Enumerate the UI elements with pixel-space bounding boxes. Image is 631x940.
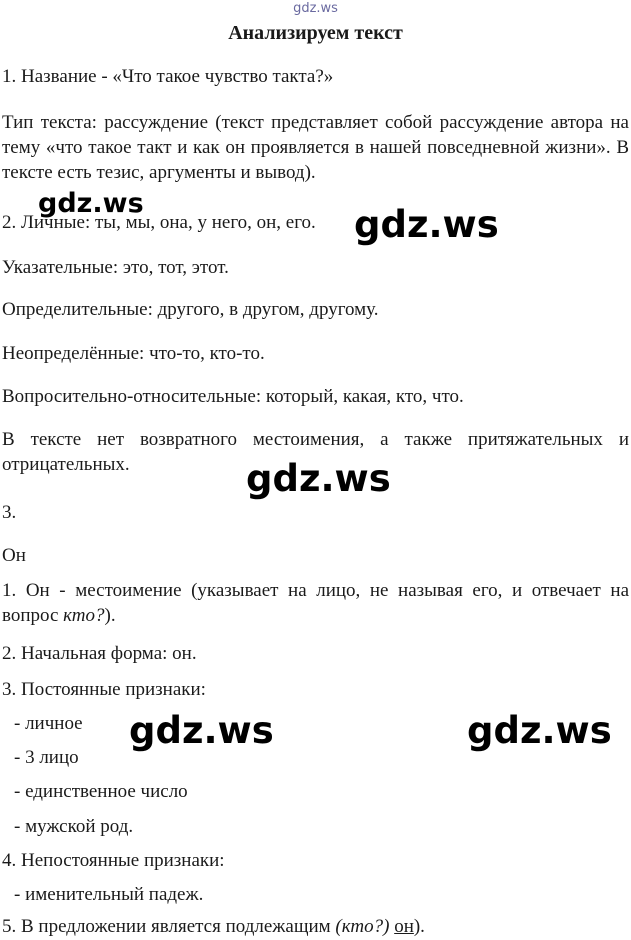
analysis-point-1-end: ).: [104, 605, 116, 626]
analysis-point-5-word: он: [394, 916, 414, 937]
analysis-point-2: 2. Начальная форма: он.: [2, 643, 197, 664]
watermark: gdz.ws: [246, 457, 391, 500]
demonstrative-pronouns: Указательные: это, тот, этот.: [2, 257, 229, 278]
analysis-point-5: [2, 914, 425, 939]
analysis-point-5-text: 5. В предложении является подлежащим: [2, 916, 336, 937]
analysis-point-1: [2, 578, 629, 628]
analysis-point-4: 4. Непостоянные признаки:: [2, 850, 225, 871]
analysis-point-5-end: ).: [413, 916, 425, 937]
watermark: gdz.ws: [38, 188, 144, 219]
analyzed-word: Он: [2, 545, 26, 566]
personal-pronouns: 2. Личные: ты, мы, она, у него, он, его.: [2, 212, 316, 233]
note-paragraph: В тексте нет возвратного местоимения, а также притяжательных и отрицательных.: [2, 429, 629, 475]
analysis-point-5-question: (кто?): [335, 916, 390, 937]
watermark: gdz.ws: [129, 709, 274, 752]
indefinite-pronouns: Неопределённые: что-то, кто-то.: [2, 343, 265, 364]
item-three: 3.: [2, 502, 17, 523]
feature-masculine: - мужской род.: [14, 816, 134, 837]
feature-personal: - личное: [14, 713, 83, 734]
watermark: gdz.ws: [354, 203, 499, 246]
analysis-point-1-question: кто?: [63, 605, 105, 626]
page-title: Анализируем текст: [228, 22, 403, 44]
watermark: gdz.ws: [467, 709, 612, 752]
feature-nominative: - именительный падеж.: [14, 884, 204, 905]
text-type-paragraph: Тип текста: рассуждение (текст представляет собой рассуждение автора на тему «что такое такт и как он проявляется в нашей повседневной жизни». В тексте есть тезис, аргументы и вывод).: [2, 112, 629, 183]
watermark-top: gdz.ws: [293, 1, 338, 16]
feature-singular: - единственное число: [14, 781, 188, 802]
feature-third-person: - 3 лицо: [14, 747, 79, 768]
interrogative-pronouns: Вопросительно-относительные: который, какая, кто, что.: [2, 386, 464, 407]
item-title-name: 1. Название - «Что такое чувство такта?»: [2, 66, 334, 87]
determinative-pronouns: Определительные: другого, в другом, другому.: [2, 299, 379, 320]
analysis-point-3: 3. Постоянные признаки:: [2, 679, 206, 700]
analysis-point-1-text: 1. Он - местоимение (указывает на лицо, не называя его, и отвечает на вопрос: [2, 580, 629, 626]
